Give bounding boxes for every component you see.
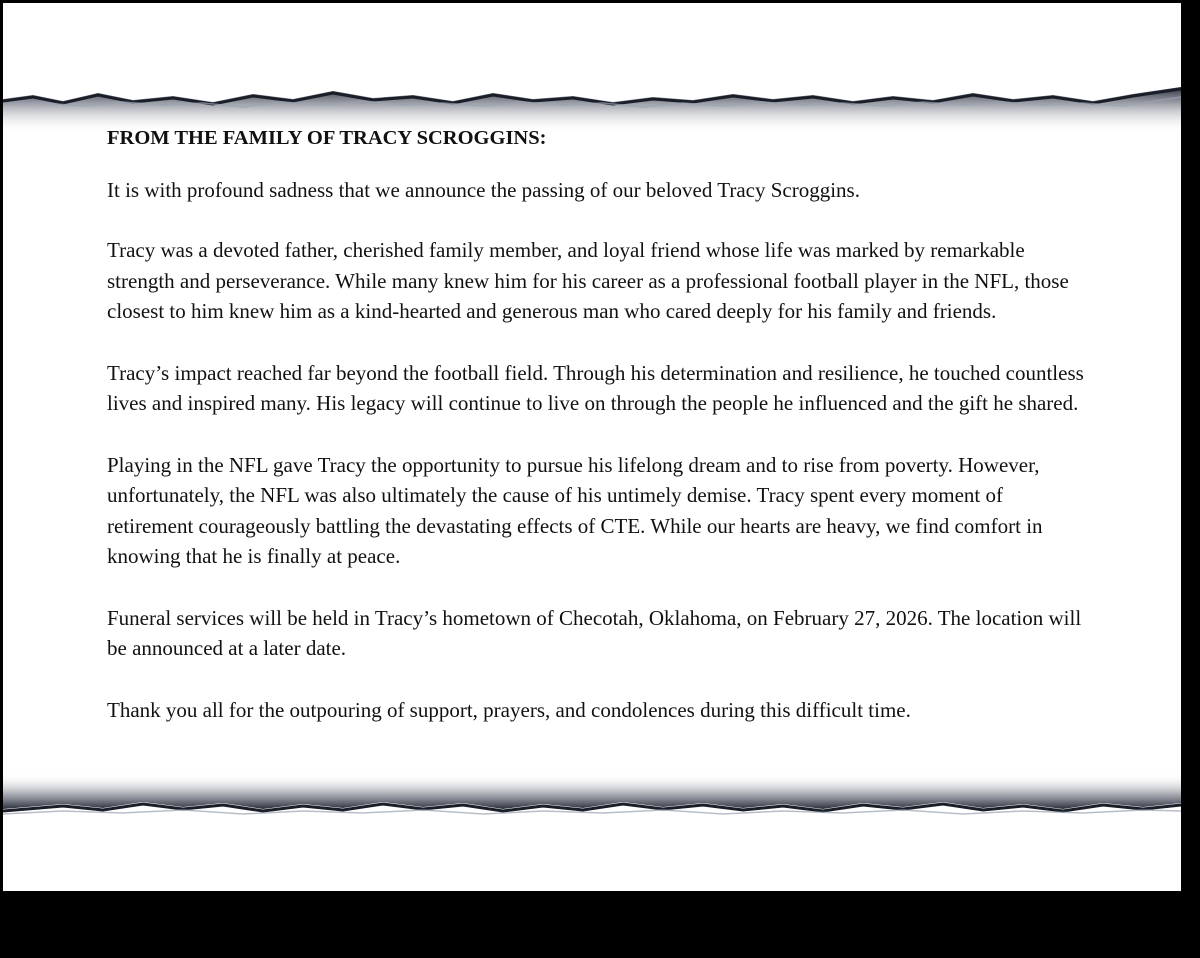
torn-edge-bottom: [3, 773, 1181, 843]
statement-heading: FROM THE FAMILY OF TRACY SCROGGINS:: [107, 127, 547, 149]
paragraph-tribute: Tracy was a devoted father, cherished family member, and loyal friend whose life was marked by remarkable strength and perseverance. While many knew him for his career as a professional football player in the NFL, those closest to him knew him as a kind-hearted and generous man who cared deeply for his family and friends.: [107, 238, 1069, 323]
paragraph-thanks: Thank you all for the outpouring of support, prayers, and condolences during this difficult time.: [107, 697, 911, 722]
paragraph-nfl-cte: Playing in the NFL gave Tracy the opportunity to pursue his lifelong dream and to rise from poverty. However, unfortunately, the NFL was also ultimately the cause of his untimely demise. Tracy spent every moment of retirement courageously battling the devastating effects of CTE. While our hearts are heavy, we find comfort in knowing that he is finally at peace.: [107, 452, 1043, 568]
paragraph-funeral: Funeral services will be held in Tracy’s hometown of Checotah, Oklahoma, on February 27, 2026. The location will be announced at a later date.: [107, 605, 1082, 660]
paragraph-announcement: It is with profound sadness that we announce the passing of our beloved Tracy Scroggins.: [107, 177, 860, 202]
statement-body: [107, 123, 1087, 756]
paragraph-impact: Tracy’s impact reached far beyond the football field. Through his determination and resilience, he touched countless lives and inspired many. His legacy will continue to live on through the people he influenced and the gift he shared.: [107, 360, 1084, 415]
paper-sheet: [3, 3, 1181, 891]
